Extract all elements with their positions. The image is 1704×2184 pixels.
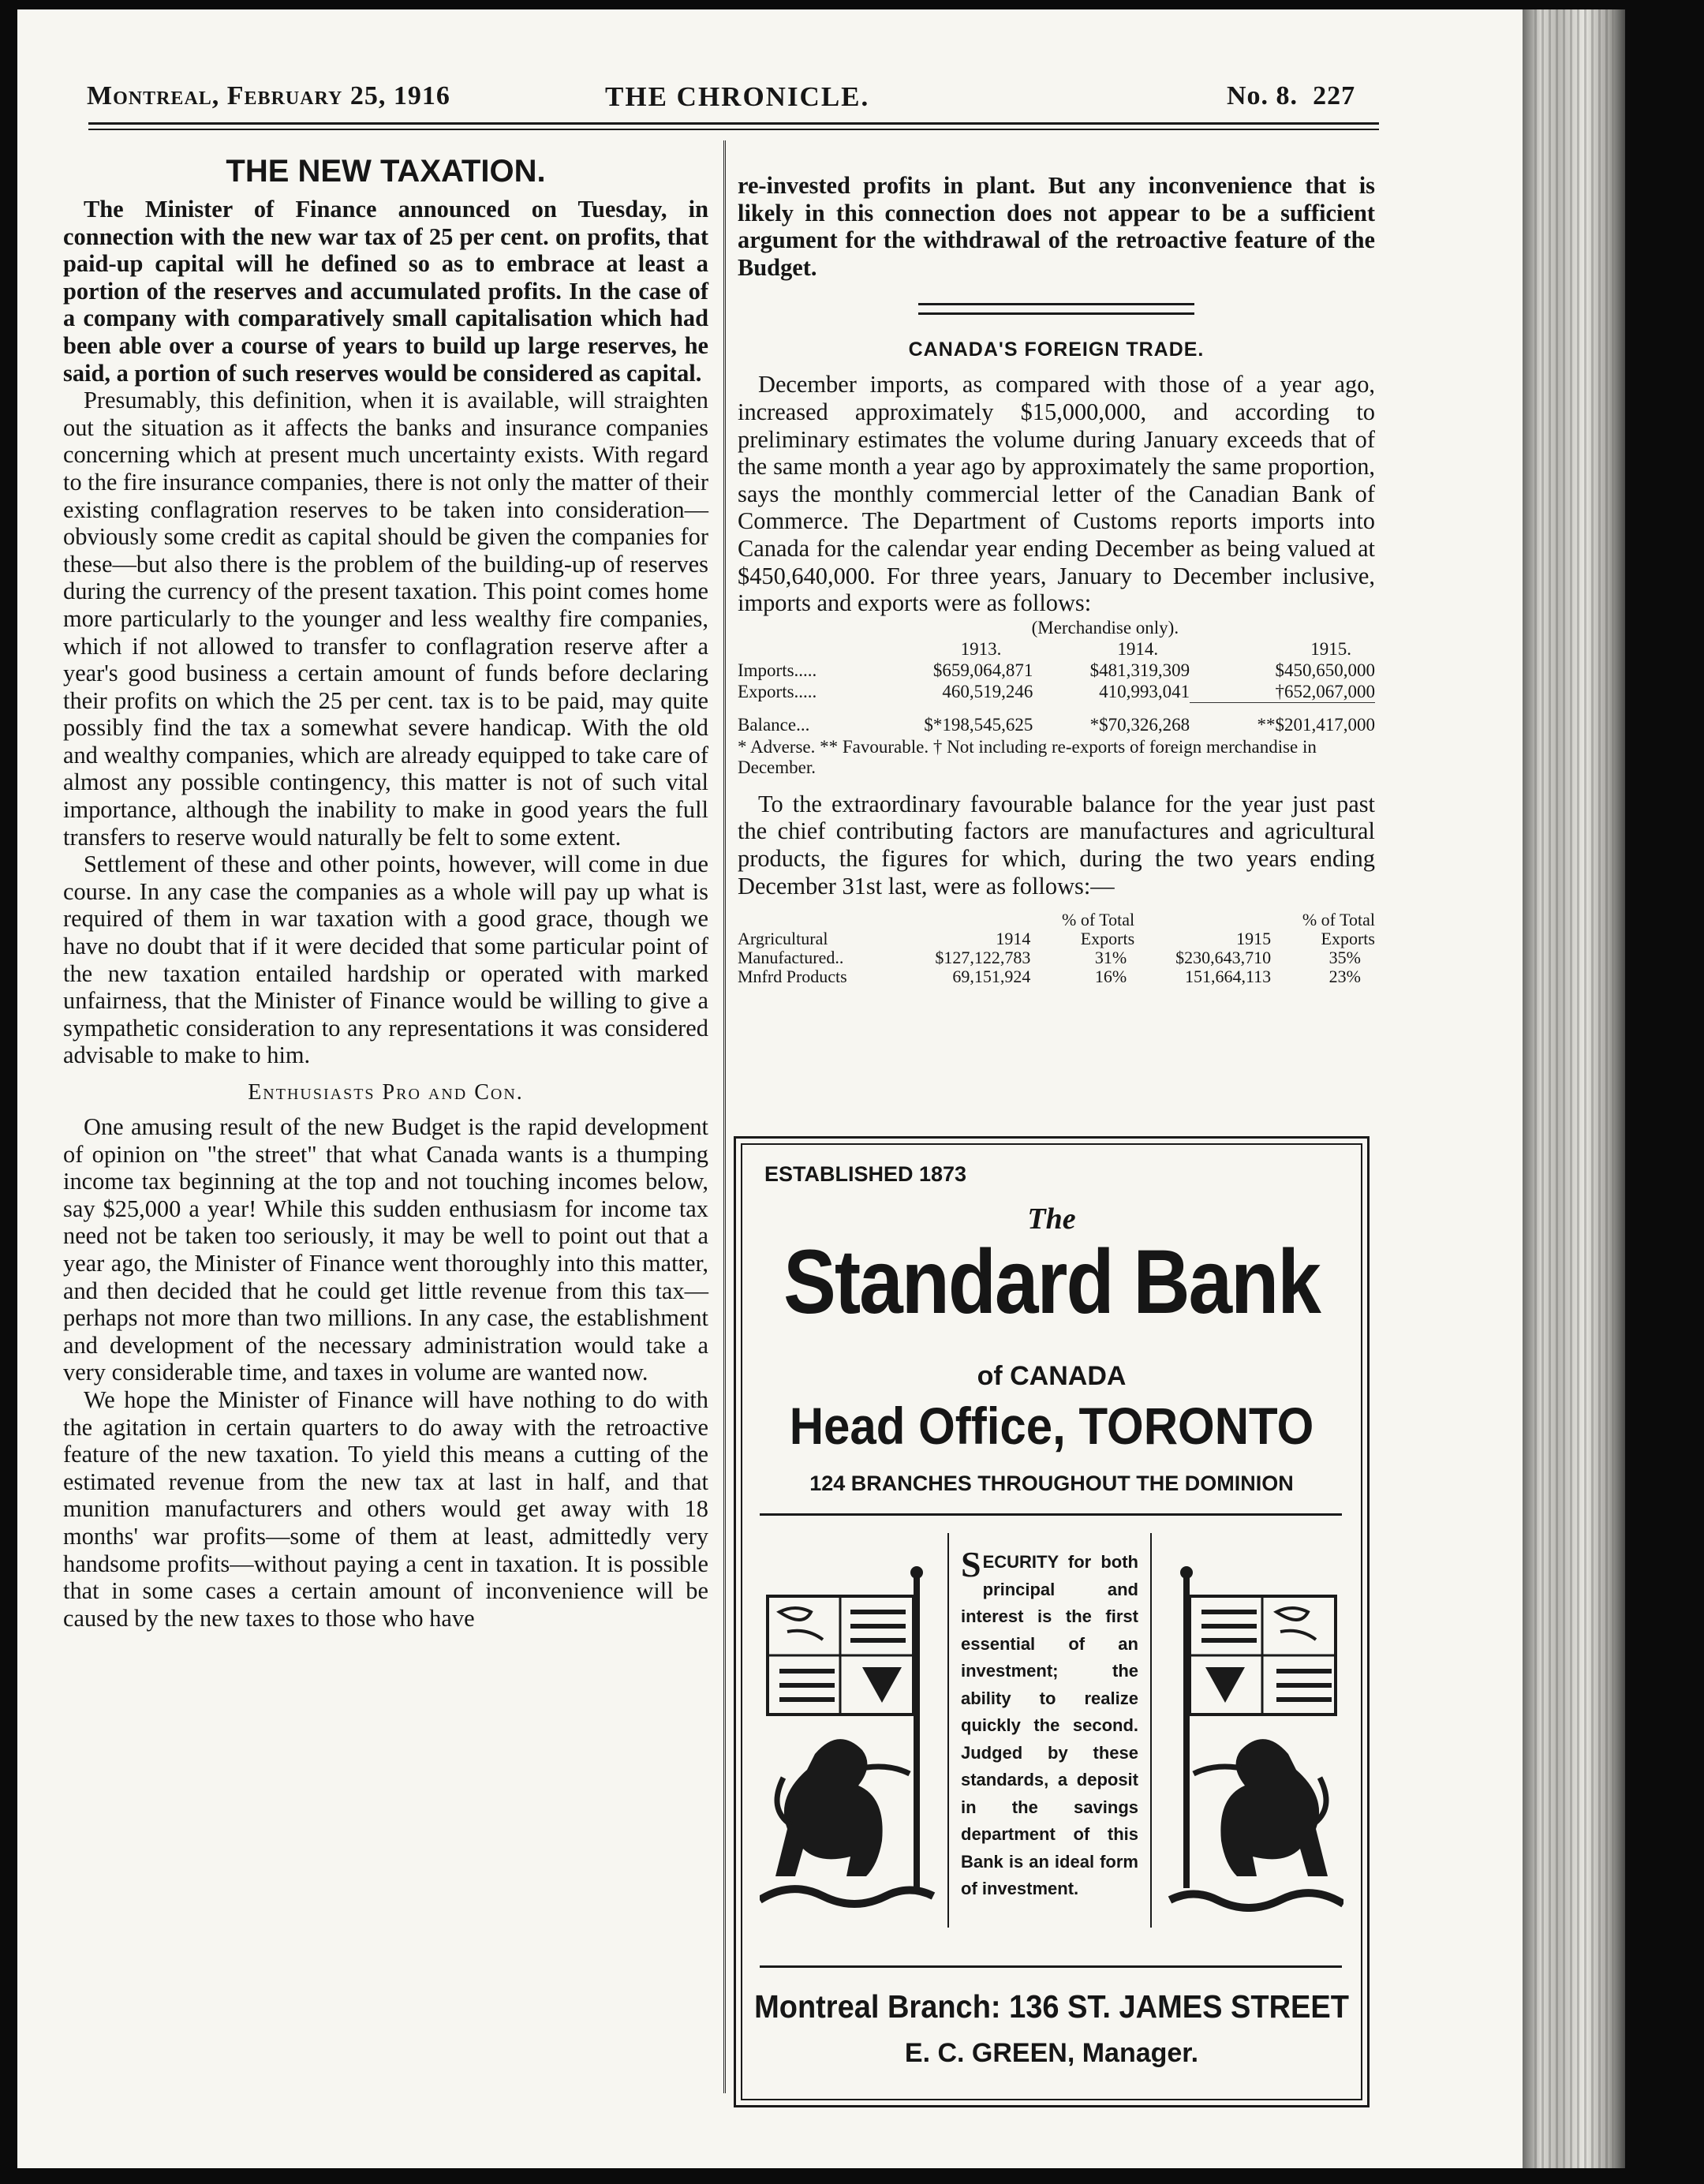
column-rule	[723, 140, 726, 2093]
table-header: % of Total	[1062, 910, 1135, 930]
left-column	[63, 154, 708, 1632]
paragraph: One amusing result of the new Budget is the rapid development of opinion on "the street" that what Canada wants is a thumping income tax beginning at the top and not touching incomes below, say $25,000 a year! While this sudden enthusiasm for income tax need not be taken too seriously, it may be well to point out that a year ago, the Minister of Finance went thoroughly into this matter, and then decided that he could get little revenue from this tax—perhaps not more than two millions. In any case, the establishment and development of the necessary administration would take a very considerable time, and taxes in volume are wanted now.	[63, 1113, 708, 1386]
table-cell: $481,319,309	[1089, 660, 1190, 680]
header-journal-title: THE CHRONICLE.	[605, 81, 870, 112]
ad-panel-divider	[1150, 1533, 1152, 1928]
table-header: Exports	[1080, 929, 1135, 949]
lion-flag-crest-icon	[760, 1565, 937, 1912]
ad-head-office: Head Office, TORONTO	[789, 1397, 1314, 1456]
ad-manager: E. C. GREEN, Manager.	[904, 2038, 1199, 2068]
row-label: Balance...	[738, 714, 810, 735]
trade-table	[738, 617, 1375, 735]
products-table	[738, 911, 1375, 986]
paragraph: To the extraordinary favourable balance for the year just past the chief contributing factors are manufactures and agricultural products, the figures for which, during the two years ending December 31st last, were as follows:—	[738, 790, 1375, 899]
paragraph: Presumably, this definition, when it is available, will straighten out the situation as it affects the banks and insurance companies concerning which at present much uncertainty exists. With regard to the fire insurance companies, there is not only the matter of their existing conflagration reserves to be taken into consideration—obviously some credit as capital should be given the companies for these—but also there is the problem of the building-up of reserves during the currency of the present taxation. This point comes home more particularly to the younger and less wealthy fire companies, which if not allowed to transfer to conflagration reserve after a year's good business a certain amount of funds before declaring their profits on which the 25 per cent. tax is to be paid, may quite possibly find the tax a somewhat severe handicap. With the old and wealthy companies, which are already equipped to take care of almost any possible contingency, this matter is not of such vital importance, although the inability to make in good years the full transfers to reserve would naturally be felt to some extent.	[63, 387, 708, 851]
subheading-enthusiasts: Enthusiasts Pro and Con.	[248, 1080, 524, 1105]
table-header: 1915	[1236, 929, 1272, 949]
article-title-foreign-trade: CANADA'S FOREIGN TRADE.	[908, 338, 1205, 361]
standard-bank-advertisement	[734, 1136, 1370, 2107]
lion-flag-crest-icon	[1166, 1565, 1343, 1912]
row-label: Imports.....	[738, 660, 817, 680]
article-title-new-taxation: THE NEW TAXATION.	[226, 154, 546, 189]
section-divider	[918, 303, 1194, 315]
table-cell: $*198,545,625	[924, 714, 1033, 735]
row-label: Manufactured..	[738, 948, 844, 968]
ad-divider	[760, 1965, 1342, 1968]
table-caption: (Merchandise only).	[1031, 617, 1179, 638]
header-place-date: Montreal, February 25, 1916	[87, 81, 450, 110]
ad-security-body: ECURITY for both principal and interest is the first essential of an investment; the ability to realize quickly the second. Judged by these standards, a deposit in the savings department of this Bank is an ideal form of investment.	[961, 1552, 1138, 1898]
table-cell: 151,664,113	[1184, 967, 1272, 987]
ad-branches: 124 BRANCHES THROUGHOUT THE DOMINION	[809, 1472, 1294, 1495]
page-edges	[1534, 9, 1613, 2168]
ad-established: ESTABLISHED 1873	[764, 1162, 967, 1186]
paragraph: We hope the Minister of Finance will have nothing to do with the agitation in certain quarters to do away with the retroactive feature of the new taxation. To yield this means a cutting of the estimated revenue from the new tax at last in half, and that munition manufacturers and others would get away with 18 months' war profits—some of them at least, admittedly very handsome profits—without paying a cent in taxation. It is possible that in some cases a certain amount of inconvenience will be caused by the new taxes to those who have	[63, 1386, 708, 1632]
right-column	[738, 172, 1375, 986]
paragraph: The Minister of Finance announced on Tuesday, in connection with the new war tax of 25 per cent. on profits, that paid-up capital will he defined so as to embrace at least a portion of the reserves and accumulated profits. In the case of a company with comparatively small capitalisation which had been able over a course of years to build up large reserves, he said, a portion of such reserves would be considered as capital.	[63, 196, 708, 387]
header-issue-page	[1227, 81, 1355, 111]
ad-security-text	[961, 1544, 1138, 1903]
ad-panel-divider	[947, 1533, 949, 1928]
header-issue: No. 8.	[1227, 81, 1299, 110]
table-cell: 460,519,246	[942, 681, 1033, 701]
table-header: Exports	[1321, 929, 1375, 949]
table-cell: $450,650,000	[1275, 660, 1375, 680]
paragraph-continued: re-invested profits in plant. But any inconvenience that is likely in this connection does not appear to be a sufficient argument for the withdrawal of the retroactive feature of the Budget.	[738, 172, 1375, 281]
row-label: Exports.....	[738, 681, 817, 701]
row-label: Mnfrd Products	[738, 967, 847, 987]
table-header: % of Total	[1302, 910, 1375, 930]
table-cell: 16%	[1094, 967, 1127, 987]
table-header: 1914	[996, 929, 1031, 949]
ad-divider	[760, 1513, 1342, 1516]
table-cell: *$70,326,268	[1089, 714, 1190, 735]
table-year: 1915.	[1310, 638, 1351, 659]
ad-of-canada: of CANADA	[977, 1361, 1127, 1391]
table-cell: 410,993,041	[1099, 681, 1190, 701]
ad-the: The	[1027, 1202, 1076, 1236]
table-cell: 31%	[1094, 948, 1127, 968]
table-year: 1914.	[1117, 638, 1159, 659]
ad-bank-name: Standard Bank	[783, 1231, 1320, 1333]
table-cell: $230,643,710	[1175, 948, 1272, 968]
table-cell: 35%	[1328, 948, 1361, 968]
ad-montreal-branch: Montreal Branch: 136 ST. JAMES STREET	[754, 1989, 1349, 2025]
page-header	[87, 75, 1377, 122]
paragraph: December imports, as compared with those of a year ago, increased approximately $15,000,000, and according to preliminary estimates the volume during January exceeds that of the same month a year ago by approximately the same proportion, says the monthly commercial letter of the Canadian Bank of Commerce. The Department of Customs reports imports into Canada for the calendar year ending December as being valued at $450,640,000. For three years, January to December inclusive, imports and exports were as follows:	[738, 371, 1375, 617]
table-cell: $127,122,783	[935, 948, 1031, 968]
dropcap: S	[961, 1544, 981, 1584]
header-page-number: 227	[1313, 81, 1356, 110]
table-cell: †652,067,000	[1190, 681, 1375, 703]
table-cell: 69,151,924	[952, 967, 1031, 987]
row-label: Argricultural	[738, 929, 828, 949]
header-rule	[88, 122, 1379, 130]
paragraph: Settlement of these and other points, however, will come in due course. In any case the companies as a whole will pay up what is required of them in war taxation with a good grace, though we have no doubt that if it were decided that some particular point of the new taxation entailed hardship or operated with marked unfairness, that the Minister of Finance would be willing to give a sympathetic consideration to any representations it was considered advisable to make to him.	[63, 851, 708, 1069]
table-cell: 23%	[1328, 967, 1361, 987]
table-cell: $659,064,871	[932, 660, 1033, 680]
table-cell: **$201,417,000	[1257, 714, 1375, 735]
table-year: 1913.	[960, 638, 1002, 659]
table-footnote: * Adverse. ** Favourable. † Not including re-exports of foreign merchandise in December.	[738, 736, 1317, 777]
